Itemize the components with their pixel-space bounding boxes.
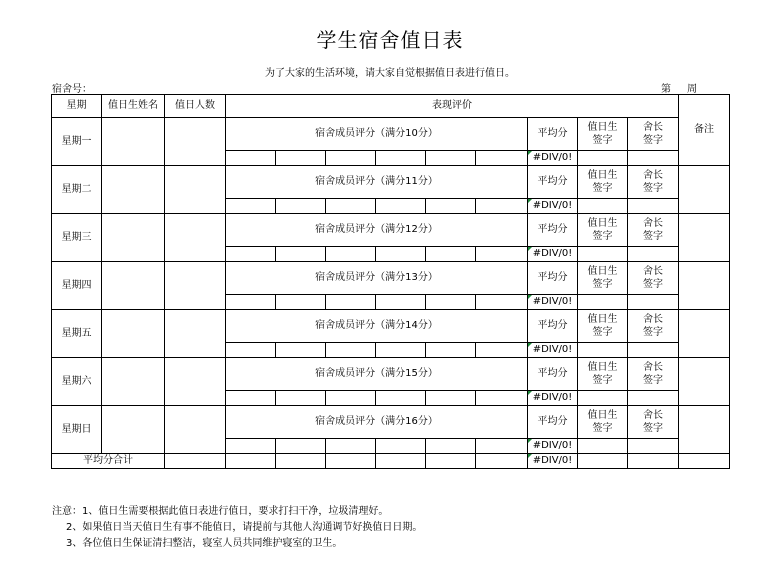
- total-score-cell[interactable]: [326, 454, 376, 469]
- member-score-cell[interactable]: [276, 391, 326, 406]
- header-evaluation: 表现评价: [226, 95, 679, 118]
- average-value-cell: #DIV/0!: [528, 151, 578, 166]
- weekday-cell: 星期日: [52, 406, 102, 454]
- duty-name-cell[interactable]: [102, 214, 165, 262]
- member-score-cell[interactable]: [376, 151, 426, 166]
- weekday-cell: 星期三: [52, 214, 102, 262]
- duty-sign-label-cell: [578, 406, 628, 439]
- day-row-top: [52, 262, 730, 295]
- total-label-cell: 平均分合计: [52, 454, 165, 469]
- header-weekday: 星期: [52, 95, 102, 118]
- note-3: 3、各位值日生保证清扫整洁，寝室人员共同维护寝室的卫生。: [66, 538, 343, 549]
- member-score-cell[interactable]: [426, 391, 476, 406]
- total-score-cell[interactable]: [376, 454, 426, 469]
- total-score-cell[interactable]: [476, 454, 528, 469]
- duty-name-cell[interactable]: [102, 358, 165, 406]
- score-label-cell: 宿舍成员评分（满分16分）: [226, 406, 528, 439]
- duty-sign-cell[interactable]: [578, 295, 628, 310]
- day-row-top: [52, 358, 730, 391]
- member-score-cell[interactable]: [376, 247, 426, 262]
- weekday-cell: 星期二: [52, 166, 102, 214]
- total-count-cell[interactable]: [165, 454, 226, 469]
- duty-sign-cell[interactable]: [578, 439, 628, 454]
- member-score-cell[interactable]: [426, 247, 476, 262]
- week-prefix: 第: [661, 84, 671, 95]
- duty-sign-label: 值日生 签字: [587, 170, 618, 194]
- day-row-top: [52, 166, 730, 199]
- duty-sign-label: 值日生 签字: [587, 218, 618, 242]
- duty-sign-label: 值日生 签字: [587, 314, 618, 338]
- header-duty-count: 值日人数: [165, 95, 226, 118]
- duty-sign-label: 值日生 签字: [587, 266, 618, 290]
- member-score-cell[interactable]: [426, 295, 476, 310]
- duty-sign-label: 值日生 签字: [587, 362, 618, 386]
- total-row: [52, 454, 730, 469]
- duty-count-cell[interactable]: [165, 406, 226, 454]
- duty-sign-label-cell: [578, 358, 628, 391]
- head-sign-cell[interactable]: [628, 391, 679, 406]
- notes-section: [52, 504, 422, 552]
- score-label-cell: 宿舍成员评分（满分12分）: [226, 214, 528, 247]
- remarks-cell[interactable]: [679, 358, 730, 406]
- duty-sign-cell[interactable]: [578, 343, 628, 358]
- week-suffix: 周: [687, 84, 697, 95]
- head-sign-label: 舍长 签字: [643, 410, 663, 434]
- member-score-cell[interactable]: [476, 343, 528, 358]
- page-title: 学生宿舍值日表: [316, 28, 464, 52]
- average-value-cell: #DIV/0!: [528, 295, 578, 310]
- member-score-cell[interactable]: [476, 247, 528, 262]
- total-remarks-cell[interactable]: [679, 454, 730, 469]
- day-row-top: [52, 406, 730, 439]
- score-label-cell: 宿舍成员评分（满分15分）: [226, 358, 528, 391]
- duty-sign-label-cell: [578, 118, 628, 151]
- head-sign-label-cell: [628, 166, 679, 199]
- member-score-cell[interactable]: [476, 439, 528, 454]
- duty-sign-cell[interactable]: [578, 151, 628, 166]
- member-score-cell[interactable]: [326, 439, 376, 454]
- total-average-cell: #DIV/0!: [528, 454, 578, 469]
- member-score-cell[interactable]: [476, 391, 528, 406]
- duty-sign-label: 值日生 签字: [587, 122, 618, 146]
- duty-name-cell[interactable]: [102, 310, 165, 358]
- remarks-cell[interactable]: [679, 406, 730, 454]
- day-row-top: [52, 214, 730, 247]
- header-duty-name: 值日生姓名: [102, 95, 165, 118]
- head-sign-label: 舍长 签字: [643, 122, 663, 146]
- member-score-cell[interactable]: [376, 199, 426, 214]
- head-sign-cell[interactable]: [628, 295, 679, 310]
- duty-table: [51, 94, 730, 469]
- head-sign-label-cell: [628, 118, 679, 151]
- duty-name-cell[interactable]: [102, 118, 165, 166]
- member-score-cell[interactable]: [326, 247, 376, 262]
- member-score-cell[interactable]: [226, 391, 276, 406]
- total-score-cell[interactable]: [276, 454, 326, 469]
- duty-count-cell[interactable]: [165, 310, 226, 358]
- duty-sign-label-cell: [578, 214, 628, 247]
- head-sign-cell[interactable]: [628, 343, 679, 358]
- head-sign-cell[interactable]: [628, 151, 679, 166]
- score-label-cell: 宿舍成员评分（满分10分）: [226, 118, 528, 151]
- note-2: 2、如果值日当天值日生有事不能值日，请提前与其他人沟通调节好换值日日期。: [66, 522, 423, 533]
- average-value-cell: #DIV/0!: [528, 199, 578, 214]
- weekday-cell: 星期五: [52, 310, 102, 358]
- duty-count-cell[interactable]: [165, 118, 226, 166]
- duty-sign-label-cell: [578, 262, 628, 295]
- average-label-cell: 平均分: [528, 118, 578, 151]
- head-sign-label: 舍长 签字: [643, 362, 663, 386]
- duty-sign-label-cell: [578, 310, 628, 343]
- member-score-cell[interactable]: [326, 199, 376, 214]
- head-sign-cell[interactable]: [628, 199, 679, 214]
- member-score-cell[interactable]: [226, 343, 276, 358]
- average-value-cell: #DIV/0!: [528, 439, 578, 454]
- remarks-cell[interactable]: [679, 310, 730, 358]
- page-subtitle: 为了大家的生活环境，请大家自觉根据值日表进行值日。: [265, 68, 515, 79]
- duty-sign-cell[interactable]: [578, 199, 628, 214]
- duty-name-cell[interactable]: [102, 262, 165, 310]
- member-score-cell[interactable]: [276, 199, 326, 214]
- member-score-cell[interactable]: [226, 439, 276, 454]
- duty-count-cell[interactable]: [165, 166, 226, 214]
- total-score-cell[interactable]: [426, 454, 476, 469]
- note-1: 注意：1、值日生需要根据此值日表进行值日，要求打扫干净，垃圾清理好。: [52, 506, 389, 517]
- duty-count-cell[interactable]: [165, 262, 226, 310]
- day-row-top: [52, 310, 730, 343]
- member-score-cell[interactable]: [376, 439, 426, 454]
- duty-sign-cell[interactable]: [578, 391, 628, 406]
- head-sign-label-cell: [628, 406, 679, 439]
- head-sign-label-cell: [628, 358, 679, 391]
- head-sign-label: 舍长 签字: [643, 266, 663, 290]
- remarks-cell[interactable]: [679, 214, 730, 262]
- head-sign-cell[interactable]: [628, 247, 679, 262]
- weekday-cell: 星期四: [52, 262, 102, 310]
- head-sign-label: 舍长 签字: [643, 218, 663, 242]
- member-score-cell[interactable]: [376, 343, 426, 358]
- average-label-cell: 平均分: [528, 310, 578, 343]
- duty-name-cell[interactable]: [102, 406, 165, 454]
- remarks-cell[interactable]: [679, 262, 730, 310]
- member-score-cell[interactable]: [226, 199, 276, 214]
- head-sign-label-cell: [628, 310, 679, 343]
- member-score-cell[interactable]: [226, 247, 276, 262]
- head-sign-label-cell: [628, 214, 679, 247]
- duty-count-cell[interactable]: [165, 214, 226, 262]
- average-label-cell: 平均分: [528, 166, 578, 199]
- head-sign-cell[interactable]: [628, 439, 679, 454]
- member-score-cell[interactable]: [476, 199, 528, 214]
- score-label-cell: 宿舍成员评分（满分13分）: [226, 262, 528, 295]
- duty-name-cell[interactable]: [102, 166, 165, 214]
- header-row: [52, 95, 730, 118]
- average-value-cell: #DIV/0!: [528, 343, 578, 358]
- member-score-cell[interactable]: [426, 151, 476, 166]
- average-value-cell: #DIV/0!: [528, 391, 578, 406]
- member-score-cell[interactable]: [326, 151, 376, 166]
- member-score-cell[interactable]: [276, 343, 326, 358]
- member-score-cell[interactable]: [276, 439, 326, 454]
- member-score-cell[interactable]: [226, 295, 276, 310]
- member-score-cell[interactable]: [276, 247, 326, 262]
- member-score-cell[interactable]: [376, 295, 426, 310]
- average-label-cell: 平均分: [528, 262, 578, 295]
- member-score-cell[interactable]: [426, 199, 476, 214]
- average-value-cell: #DIV/0!: [528, 247, 578, 262]
- score-label-cell: 宿舍成员评分（满分14分）: [226, 310, 528, 343]
- member-score-cell[interactable]: [476, 295, 528, 310]
- total-score-cell[interactable]: [226, 454, 276, 469]
- member-score-cell[interactable]: [226, 151, 276, 166]
- member-score-cell[interactable]: [426, 343, 476, 358]
- member-score-cell[interactable]: [426, 439, 476, 454]
- header-remarks: 备注: [679, 95, 730, 166]
- total-head-sign-cell[interactable]: [628, 454, 679, 469]
- duty-count-cell[interactable]: [165, 358, 226, 406]
- head-sign-label: 舍长 签字: [643, 314, 663, 338]
- member-score-cell[interactable]: [476, 151, 528, 166]
- member-score-cell[interactable]: [376, 391, 426, 406]
- dorm-number-label: 宿舍号：: [52, 84, 92, 95]
- member-score-cell[interactable]: [276, 151, 326, 166]
- member-score-cell[interactable]: [326, 343, 376, 358]
- weekday-cell: 星期一: [52, 118, 102, 166]
- weekday-cell: 星期六: [52, 358, 102, 406]
- average-label-cell: 平均分: [528, 358, 578, 391]
- head-sign-label-cell: [628, 262, 679, 295]
- duty-sign-label: 值日生 签字: [587, 410, 618, 434]
- day-row-top: [52, 118, 730, 151]
- member-score-cell[interactable]: [326, 295, 376, 310]
- duty-sign-label-cell: [578, 166, 628, 199]
- duty-sign-cell[interactable]: [578, 247, 628, 262]
- member-score-cell[interactable]: [276, 295, 326, 310]
- head-sign-label: 舍长 签字: [643, 170, 663, 194]
- score-label-cell: 宿舍成员评分（满分11分）: [226, 166, 528, 199]
- average-label-cell: 平均分: [528, 406, 578, 439]
- member-score-cell[interactable]: [326, 391, 376, 406]
- average-label-cell: 平均分: [528, 214, 578, 247]
- remarks-cell[interactable]: [679, 166, 730, 214]
- total-duty-sign-cell[interactable]: [578, 454, 628, 469]
